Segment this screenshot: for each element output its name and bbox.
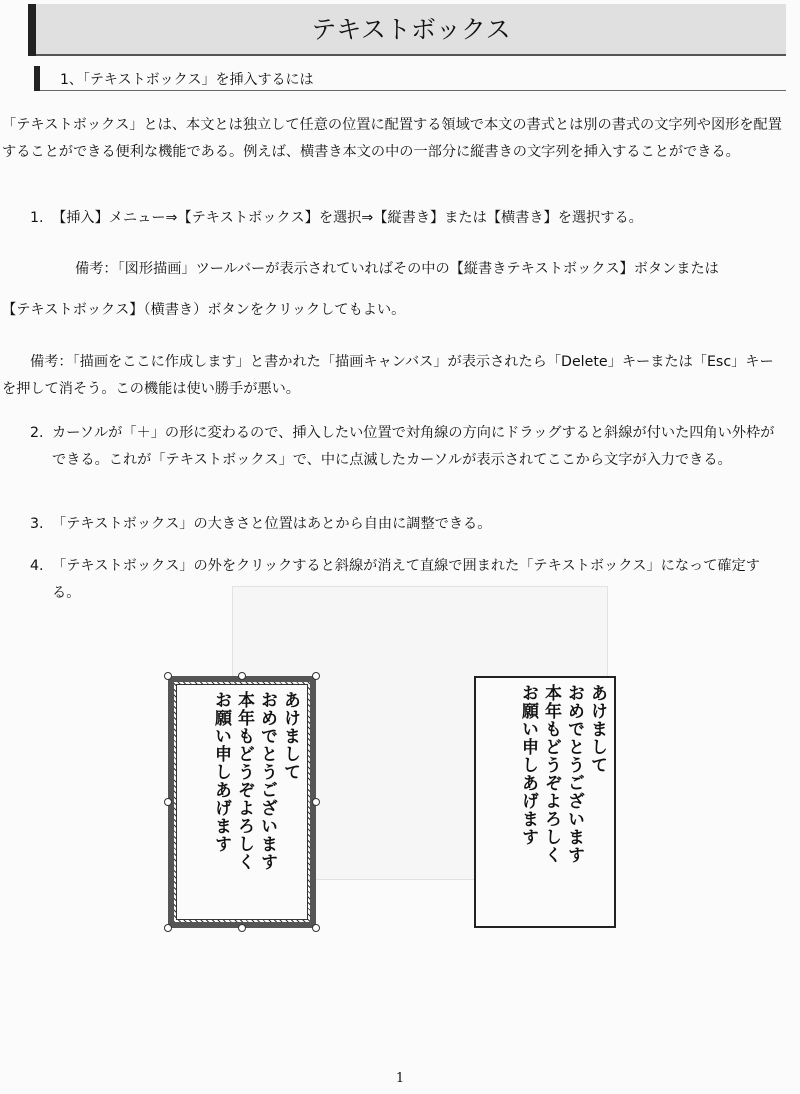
textbox-line: おめでとうございます <box>257 691 277 871</box>
step-number: 2. <box>30 425 44 441</box>
textbox-inner-area <box>176 684 308 920</box>
textbox-line: お願い申しあげます <box>518 684 538 846</box>
step-text: カーソルが「＋」の形に変わるので、挿入したい位置で対角線の方向にドラッグすると斜線が付いた四角い外枠ができる。これが「テキストボックス」で、中に点滅したカーソルが表示されてここから文字が入力できる。 <box>52 425 775 468</box>
title-accent-bar <box>28 4 36 56</box>
textbox-line: おめでとうございます <box>564 684 584 864</box>
textbox-line: 本年もどうぞよろしく <box>234 691 254 871</box>
vertical-text-columns <box>516 684 608 864</box>
vertical-text-columns <box>209 691 301 871</box>
resize-handle <box>238 924 246 932</box>
resize-handle <box>312 924 320 932</box>
step-text: 【挿入】メニュー⇒【テキストボックス】を選択⇒【縦書き】または【横書き】を選択する。 <box>52 210 643 226</box>
step-text: 「テキストボックス」の外をクリックすると斜線が消えて直線で囲まれた「テキストボックス」になって確定する。 <box>52 558 760 601</box>
page-title: テキストボックス <box>311 15 511 44</box>
note-1-line-1: 備考：「図形描画」ツールバーが表示されていればその中の【縦書きテキストボックス】ボタンまたは <box>75 261 719 277</box>
page-number: 1 <box>395 1071 405 1086</box>
resize-handle <box>312 798 320 806</box>
step-4 <box>30 553 785 607</box>
textbox-editing-example <box>168 676 316 928</box>
note-2: 備考：「描画をここに作成します」と書かれた「描画キャンバス」が表示されたら「Delete」キーまたは「Esc」キーを押して消そう。この機能は使い勝手が悪い。 <box>2 354 774 397</box>
section-accent-bar <box>34 66 40 91</box>
note-1-line-2: 【テキストボックス】（横書き）ボタンをクリックしてもよい。 <box>2 302 406 318</box>
step-text: 「テキストボックス」の大きさと位置はあとから自由に調整できる。 <box>52 516 492 532</box>
resize-handle <box>164 672 172 680</box>
textbox-line: お願い申しあげます <box>211 691 231 853</box>
section-heading: 1、「テキストボックス」を挿入するには <box>60 72 314 88</box>
resize-handle <box>164 924 172 932</box>
resize-handle <box>312 672 320 680</box>
resize-handle <box>238 672 246 680</box>
step-number: 4. <box>30 558 44 574</box>
step-1 <box>30 205 780 232</box>
step-number: 3. <box>30 516 44 532</box>
step-number: 1. <box>30 210 44 226</box>
resize-handle <box>164 798 172 806</box>
textbox-line: 本年もどうぞよろしく <box>541 684 561 864</box>
intro-paragraph: 「テキストボックス」とは、本文とは独立して任意の位置に配置する領域で本文の書式とは別の書式の文字列や図形を配置することができる便利な機能である。例えば、横書き本文の中の一部分に縦書きの文字列を挿入することができる。 <box>2 117 782 160</box>
step-3 <box>30 511 785 538</box>
step-2 <box>30 420 785 474</box>
textbox-confirmed-example <box>474 676 616 928</box>
textbox-line: あけまして <box>280 691 300 781</box>
textbox-line: あけまして <box>587 684 607 774</box>
